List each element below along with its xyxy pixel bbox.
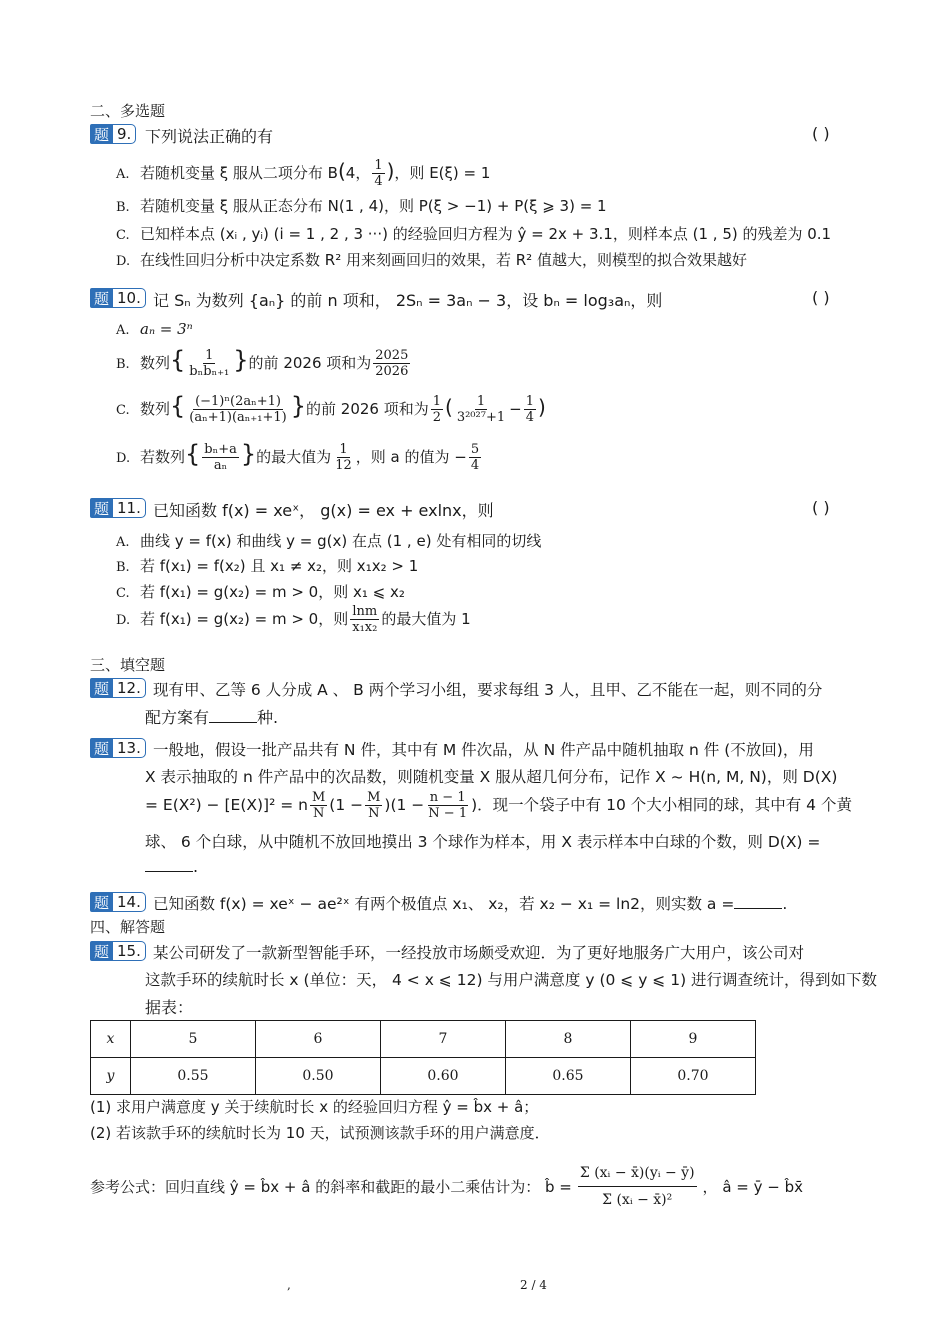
table-row bbox=[91, 1021, 756, 1058]
option-label: B. bbox=[116, 200, 130, 215]
option-9c bbox=[116, 223, 831, 244]
table-cell: x bbox=[91, 1021, 131, 1058]
question-badge-12 bbox=[90, 678, 146, 698]
formula-text: 参考公式：回归直线 ŷ = b̂x + â 的斜率和截距的最小二乘估计为： b̂ = bbox=[90, 1178, 572, 1196]
badge-number: 10. bbox=[113, 288, 146, 308]
question-13-line3: = E(X²) − [E(X)]² = n $\frac{M}{N}$ (1 − $\frac{M}{N}$ )(1 − $\frac{n - 1}{N - 1}$ )．现一个袋子中有 10 个大小相同的球，其中有 4 个黄 bbox=[145, 790, 852, 821]
page-number: 2 / 4 bbox=[520, 1278, 547, 1292]
section-title-fill: 三、填空题 bbox=[90, 656, 166, 674]
option-text: 的最大值为 bbox=[256, 448, 332, 466]
answer-paren-10: ( ) bbox=[812, 288, 830, 307]
option-label: D. bbox=[116, 613, 131, 628]
section-title-solve: 四、解答题 bbox=[90, 918, 166, 936]
option-text: 曲线 y = f(x) 和曲线 y = g(x) 在点 (1 , e) 处有相同的切线 bbox=[140, 532, 542, 550]
table-cell: 8 bbox=[505, 1021, 630, 1058]
table-cell: 7 bbox=[380, 1021, 505, 1058]
badge-number: 11. bbox=[113, 498, 146, 518]
option-11b bbox=[116, 555, 418, 576]
question-badge-11 bbox=[90, 498, 146, 518]
question-15-part2: (2) 若该款手环的续航时长为 10 天，试预测该款手环的用户满意度． bbox=[90, 1124, 550, 1142]
option-text: ，则 E(ξ) = 1 bbox=[394, 164, 491, 182]
formula-text: ， â = ȳ − b̂x̄ bbox=[702, 1178, 803, 1196]
option-label: D. bbox=[116, 254, 131, 269]
question-15-part1: (1) 求用户满意度 y 关于续航时长 x 的经验回归方程 ŷ = b̂x + â； bbox=[90, 1098, 539, 1116]
badge-tag: 题 bbox=[90, 124, 113, 144]
question-15-line3: 据表： bbox=[145, 998, 194, 1017]
reference-formula bbox=[90, 1160, 803, 1213]
question-badge-9 bbox=[90, 124, 136, 144]
question-stem-12: 现有甲、乙等 6 人分成 A 、 B 两个学习小组，要求每组 3 人，且甲、乙不能在一起，则不同的分 bbox=[153, 681, 823, 699]
option-10c: C. 数列{ $\frac{\text{(−1)ⁿ(2aₙ+1)}}{\text{(aₙ+1)(aₙ₊₁+1)}}$ }的前 2026 项和为 $\frac{1}{2}$ ( $\frac{1}{\text{3²⁰²⁷+1}}$ − $\frac{1}{4}$ ) bbox=[116, 392, 546, 425]
answer-blank[interactable] bbox=[734, 894, 782, 909]
fraction: $\frac{M}{N}$ bbox=[311, 790, 326, 821]
data-table bbox=[90, 1020, 756, 1095]
option-text: 4， bbox=[345, 164, 371, 182]
badge-number: 14. bbox=[113, 892, 146, 912]
option-10d: D. 若数列{ $\frac{\text{bₙ+a}}{\text{aₙ}}$ }的最大值为 $\frac{1}{12}$ ，则 a 的值为 − $\frac{5}{4}$ bbox=[116, 440, 480, 473]
fraction: $\frac{1}{4}$ bbox=[374, 158, 383, 189]
option-text: 若 f(x₁) = g(x₂) = m > 0，则 x₁ ⩽ x₂ bbox=[140, 583, 405, 601]
badge-tag: 题 bbox=[90, 941, 113, 961]
table-cell: 0.70 bbox=[630, 1058, 755, 1095]
badge-tag: 题 bbox=[90, 678, 113, 698]
option-text: aₙ = 3ⁿ bbox=[140, 320, 193, 338]
question-badge-14 bbox=[90, 892, 146, 912]
option-label: B. bbox=[116, 560, 130, 575]
answer-paren-11: ( ) bbox=[812, 498, 830, 517]
option-text: 若 f(x₁) = g(x₂) = m > 0，则 bbox=[140, 610, 349, 628]
option-11c bbox=[116, 581, 405, 602]
option-text: ，则 a 的值为 − bbox=[355, 448, 467, 466]
option-text: 若 f(x₁) = f(x₂) 且 x₁ ≠ x₂，则 x₁x₂ > 1 bbox=[140, 557, 419, 575]
fraction: $\frac{M}{N}$ bbox=[367, 790, 381, 821]
option-label: A. bbox=[116, 323, 130, 338]
question-stem-10: 记 Sₙ 为数列 {aₙ} 的前 n 项和， 2Sₙ = 3aₙ − 3，设 bₙ = log₃aₙ，则 bbox=[153, 291, 663, 310]
option-label: A. bbox=[116, 167, 130, 182]
section-title-multi: 二、多选题 bbox=[90, 102, 166, 120]
question-badge-13 bbox=[90, 738, 146, 758]
option-9b bbox=[116, 195, 607, 216]
question-stem-9: 下列说法正确的有 bbox=[145, 127, 274, 146]
fraction: $\frac{1}{12}$ bbox=[335, 442, 352, 473]
answer-blank[interactable] bbox=[209, 708, 257, 723]
fraction: $\frac{\text{bₙ+a}}{\text{aₙ}}$ bbox=[204, 442, 237, 473]
answer-paren-9: ( ) bbox=[812, 124, 830, 143]
question-stem-11: 已知函数 f(x) = xeˣ， g(x) = ex + exlnx，则 bbox=[153, 501, 494, 520]
table-cell: 0.50 bbox=[255, 1058, 380, 1095]
option-text: 数列 bbox=[140, 354, 171, 372]
fraction: $\frac{1}{\text{bₙbₙ₊₁}}$ bbox=[189, 348, 230, 379]
badge-tag: 题 bbox=[90, 738, 113, 758]
table-cell: 0.65 bbox=[505, 1058, 630, 1095]
table-cell: 9 bbox=[630, 1021, 755, 1058]
question-badge-10 bbox=[90, 288, 146, 308]
option-label: D. bbox=[116, 451, 131, 466]
fraction: $\frac{\text{(−1)ⁿ(2aₙ+1)}}{\text{(aₙ+1)(aₙ₊₁+1)}}$ bbox=[189, 394, 287, 425]
table-cell: 0.55 bbox=[130, 1058, 255, 1095]
fraction: $\frac{1}{2}$ bbox=[432, 394, 442, 425]
option-label: A. bbox=[116, 535, 130, 550]
answer-blank[interactable] bbox=[145, 857, 193, 872]
question-13-line5: . bbox=[145, 857, 198, 876]
badge-number: 13. bbox=[113, 738, 146, 758]
option-label: C. bbox=[116, 228, 130, 243]
table-cell: y bbox=[91, 1058, 131, 1095]
question-15-line2: 这款手环的续航时长 x (单位：天， 4 < x ⩽ 12) 与用户满意度 y (0 ⩽ y ⩽ 1) 进行调查统计，得到如下数 bbox=[145, 971, 878, 989]
footer-mark: , bbox=[287, 1278, 291, 1292]
badge-tag: 题 bbox=[90, 498, 113, 518]
option-9d bbox=[116, 249, 747, 270]
option-text: 若随机变量 ξ 服从二项分布 B bbox=[140, 164, 338, 182]
option-10a bbox=[116, 320, 193, 338]
question-13-line2: X 表示抽取的 n 件产品中的次品数，则随机变量 X 服从超几何分布，记作 X ~ H(n, M, N)，则 D(X) bbox=[145, 768, 838, 786]
question-badge-15 bbox=[90, 941, 146, 961]
option-label: C. bbox=[116, 586, 130, 601]
option-text: 若数列 bbox=[140, 448, 186, 466]
fraction: $\frac{1}{\text{3²⁰²⁷+1}}$ bbox=[456, 394, 506, 425]
option-text: − bbox=[509, 400, 522, 418]
fraction: $\frac{\text{Σ (xᵢ − x̄)(yᵢ − ȳ)}}{\text{Σ (xᵢ − x̄)²}}$ bbox=[578, 1160, 697, 1213]
option-label: B. bbox=[116, 357, 130, 372]
option-10b: B. 数列{ $\frac{1}{\text{bₙbₙ₊₁}}$ }的前 2026 项和为 $\frac{2025}{2026}$ bbox=[116, 346, 409, 379]
question-12-line2: 配方案有 种. bbox=[145, 708, 279, 727]
option-9a: A. 若随机变量 ξ 服从二项分布 B(4， $\frac{1}{4}$ )，则 E(ξ) = 1 bbox=[116, 158, 491, 189]
fraction: $\frac{1}{4}$ bbox=[525, 394, 534, 425]
table-row bbox=[91, 1058, 756, 1095]
question-stem-13: 一般地，假设一批产品共有 N 件，其中有 M 件次品，从 N 件产品中随机抽取 n 件 (不放回)，用 bbox=[153, 741, 814, 759]
badge-number: 12. bbox=[113, 678, 146, 698]
table-cell: 6 bbox=[255, 1021, 380, 1058]
fraction: $\frac{\ln m}{\text{x₁x₂}}$ bbox=[352, 604, 378, 635]
question-stem-15: 某公司研发了一款新型智能手环，一经投放市场颇受欢迎．为了更好地服务广大用户，该公司对 bbox=[153, 944, 805, 962]
fraction: $\frac{n - 1}{N - 1}$ bbox=[428, 790, 468, 821]
badge-number: 9. bbox=[113, 124, 136, 144]
option-label: C. bbox=[116, 403, 130, 418]
badge-number: 15. bbox=[113, 941, 146, 961]
option-11d bbox=[116, 604, 471, 635]
fraction: $\frac{5}{4}$ bbox=[470, 442, 480, 473]
badge-tag: 题 bbox=[90, 288, 113, 308]
question-stem-14: 已知函数 f(x) = xeˣ − ae²ˣ 有两个极值点 x₁、 x₂，若 x₂ − x₁ = ln2，则实数 a = . bbox=[153, 895, 788, 913]
option-text: 在线性回归分析中决定系数 R² 用来刻画回归的效果，若 R² 值越大，则模型的拟合效果越好 bbox=[140, 251, 747, 269]
question-13-line4: 球、 6 个白球，从中随机不放回地摸出 3 个球作为样本，用 X 表示样本中白球的个数，则 D(X) = bbox=[145, 833, 821, 851]
option-text: 的最大值为 1 bbox=[381, 610, 471, 628]
option-text: 数列 bbox=[140, 400, 171, 418]
option-11a bbox=[116, 530, 541, 551]
option-text: 若随机变量 ξ 服从正态分布 N(1 , 4)，则 P(ξ > −1) + P(ξ ⩾ 3) = 1 bbox=[140, 197, 607, 215]
option-text: 的前 2026 项和为 bbox=[248, 354, 372, 372]
table-cell: 0.60 bbox=[380, 1058, 505, 1095]
table-cell: 5 bbox=[130, 1021, 255, 1058]
option-text: 已知样本点 (xᵢ , yᵢ) (i = 1 , 2 , 3 ···) 的经验回归方程为 ŷ = 2x + 3.1，则样本点 (1 , 5) 的残差为 0.1 bbox=[140, 225, 832, 243]
option-text: 的前 2026 项和为 bbox=[306, 400, 429, 418]
badge-tag: 题 bbox=[90, 892, 113, 912]
fraction: $\frac{2025}{2026}$ bbox=[375, 348, 409, 379]
